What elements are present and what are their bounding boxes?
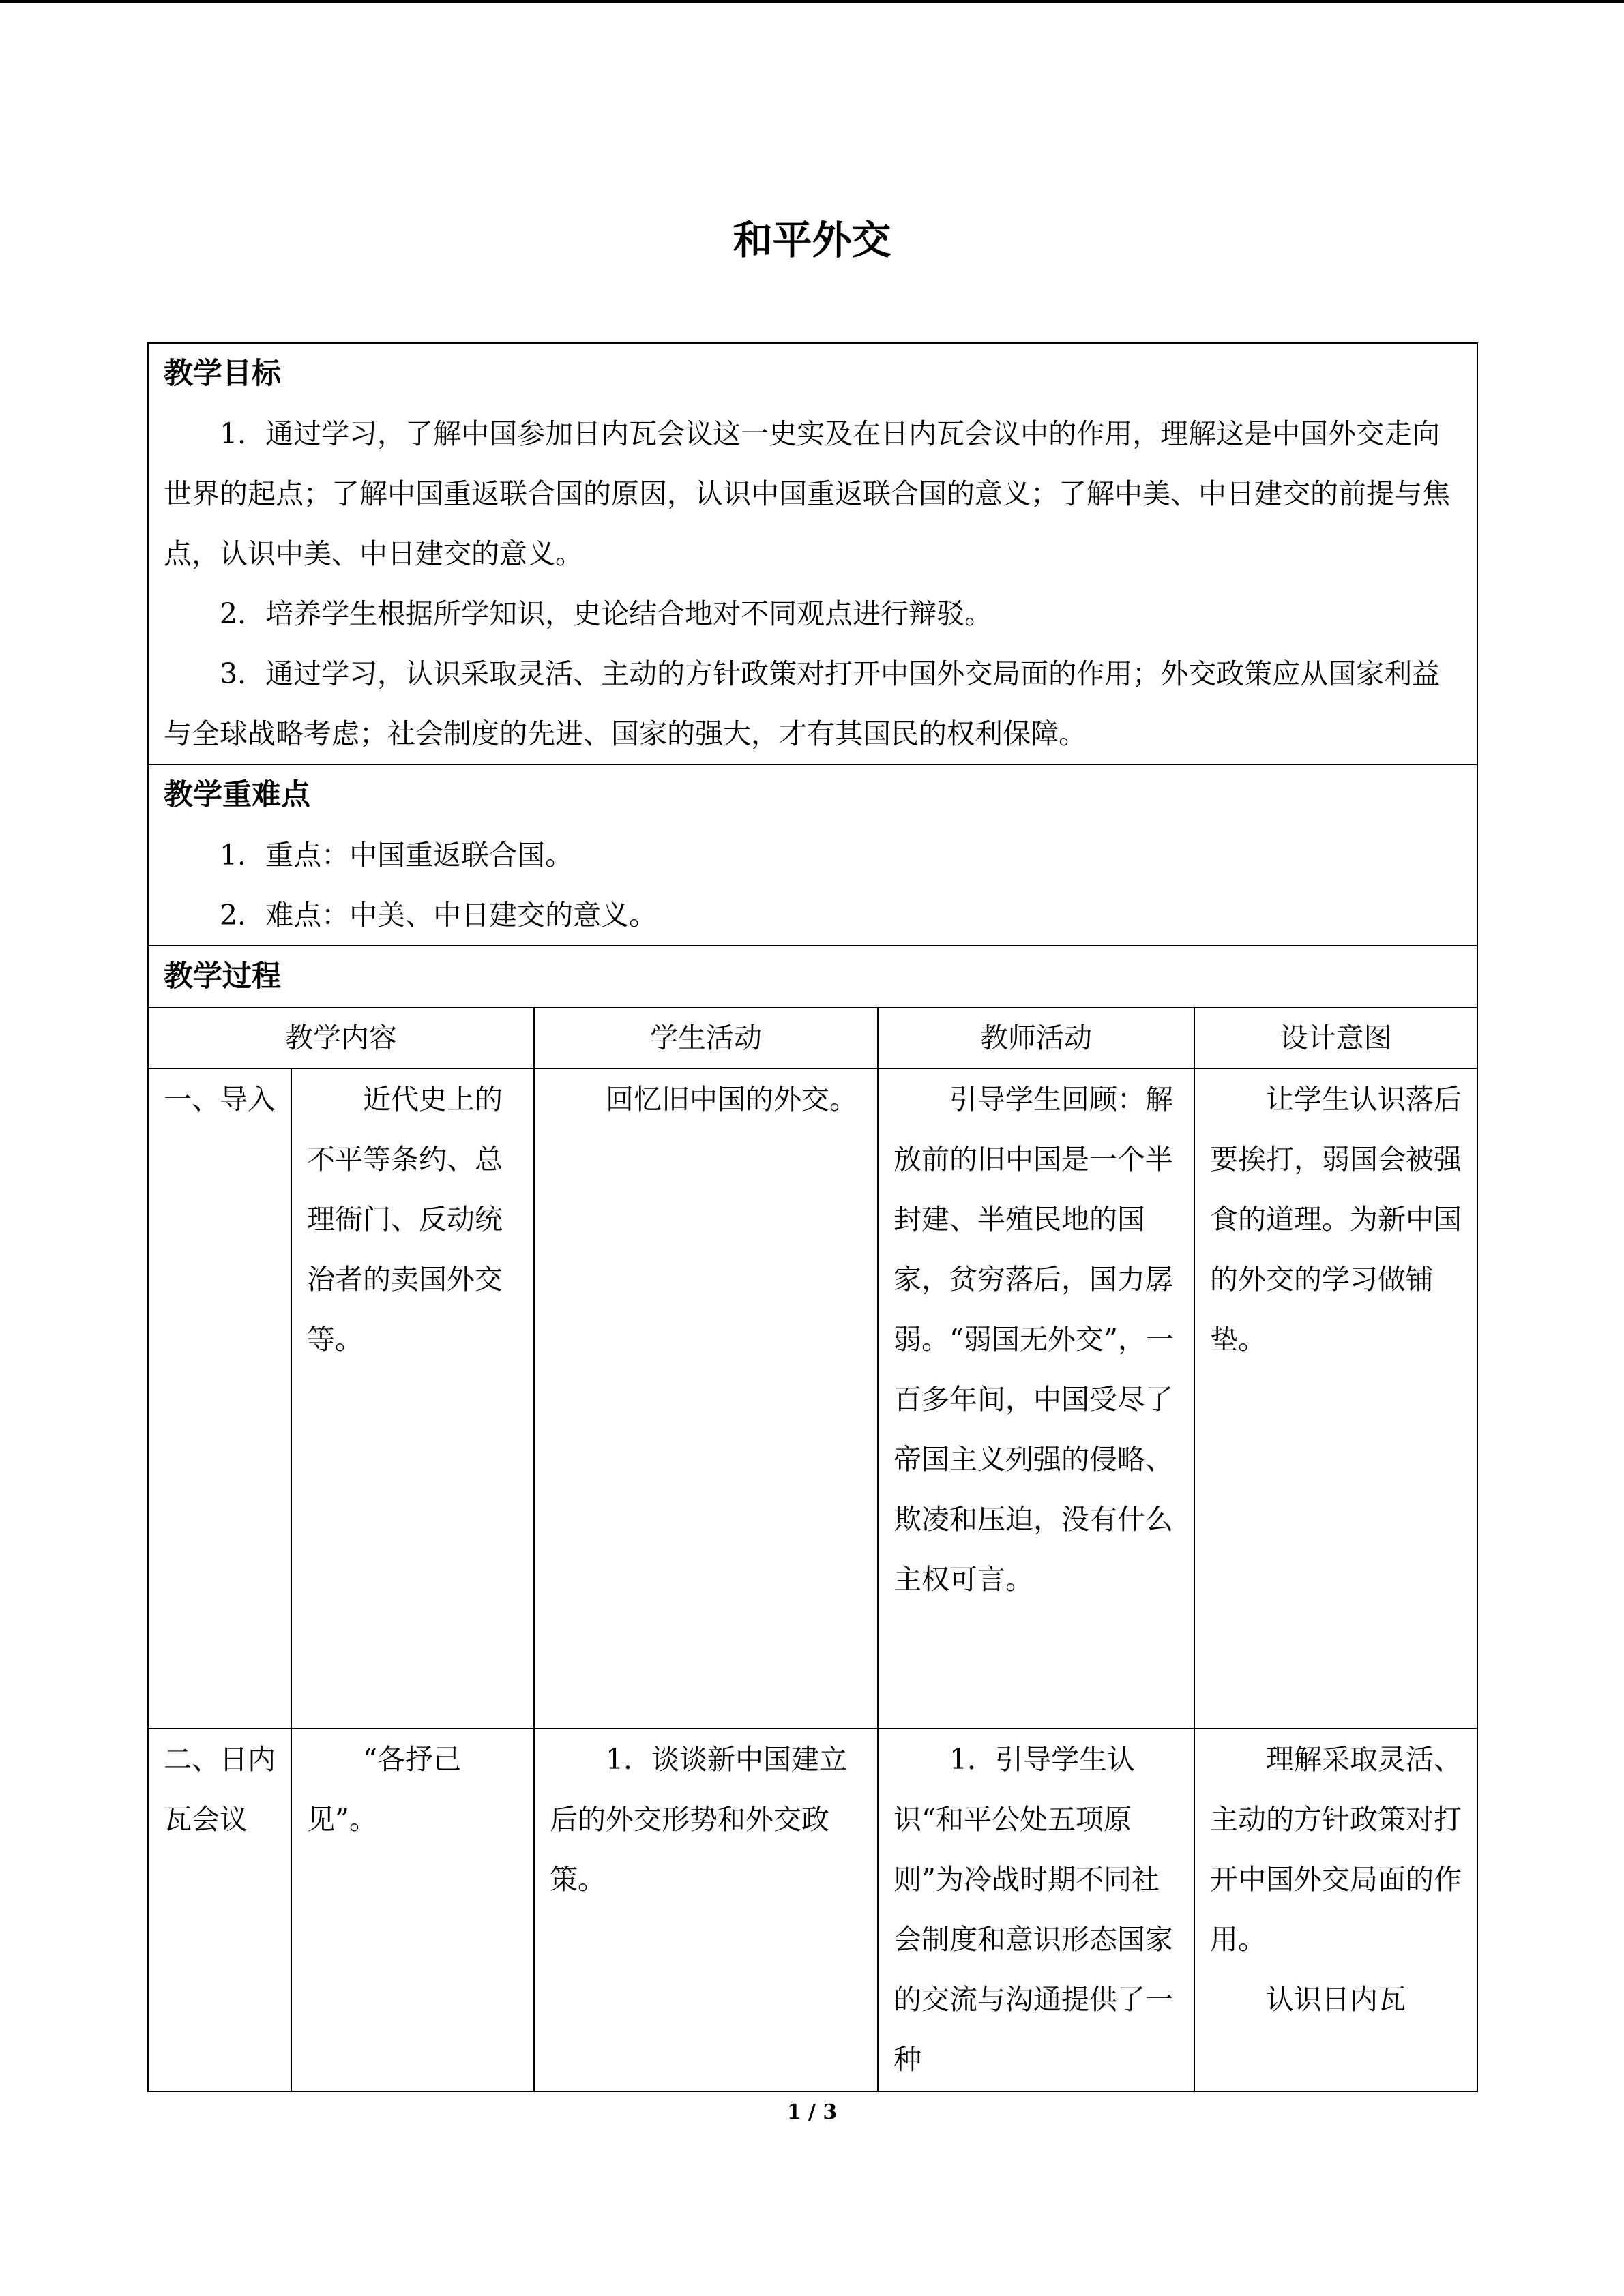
intent-cell [1194, 1069, 1477, 1729]
key-points-heading: 教学重难点 [164, 778, 310, 812]
content-cell [291, 1729, 534, 2091]
section-cell [148, 1729, 291, 2091]
student-cell [534, 1069, 878, 1729]
student-activity-text: 1．谈谈新中国建立后的外交形势和外交政策。 [550, 1743, 848, 1896]
teacher-cell [878, 1069, 1194, 1729]
content-cell [291, 1069, 534, 1729]
column-header-teacher: 教师活动 [878, 1007, 1194, 1069]
content-text: 近代史上的不平等条约、总理衙门、反动统治者的卖国外交等。 [307, 1083, 503, 1356]
student-cell [534, 1729, 878, 2091]
objective-item-3: 3．通过学习，认识采取灵活、主动的方针政策对打开中国外交局面的作用；外交政策应从国家利益与全球战略考虑；社会制度的先进、国家的强大，才有其国民的权利保障。 [164, 657, 1441, 750]
teacher-activity-text: 引导学生回顾：解放前的旧中国是一个半封建、半殖民地的国家，贫穷落后，国力孱弱。“弱国无外交”，一百多年间，中国受尽了帝国主义列强的侵略、欺凌和压迫，没有什么主权可言。 [894, 1083, 1174, 1596]
student-activity-text: 回忆旧中国的外交。 [606, 1083, 857, 1116]
objective-item-1: 1．通过学习，了解中国参加日内瓦会议这一史实及在日内瓦会议中的作用，理解这是中国外交走向世界的起点；了解中国重返联合国的原因，认识中国重返联合国的意义；了解中美、中日建交的前提与焦点，认识中美、中日建交的意义。 [164, 417, 1450, 570]
section-label: 一、导入 [164, 1083, 276, 1116]
table-row [148, 1729, 1477, 2091]
key-point-item-2: 2．难点：中美、中日建交的意义。 [220, 899, 658, 931]
column-header-student: 学生活动 [534, 1007, 878, 1069]
top-border-line [0, 0, 1624, 3]
column-header-row [148, 1007, 1477, 1069]
key-points-section [148, 764, 1477, 946]
design-intent-text: 理解采取灵活、主动的方针政策对打开中国外交局面的作用。 [1210, 1743, 1462, 1956]
process-section [148, 946, 1477, 1007]
section-label: 二、日内瓦会议 [164, 1743, 276, 1836]
teacher-cell [878, 1729, 1194, 2091]
objectives-section [148, 343, 1477, 764]
design-intent-text: 认识日内瓦 [1266, 1983, 1406, 2016]
lesson-plan-table [147, 342, 1478, 2092]
page-number: 1 / 3 [786, 2100, 838, 2124]
design-intent-text: 让学生认识落后要挨打，弱国会被强食的道理。为新中国的外交的学习做铺垫。 [1210, 1083, 1462, 1356]
column-header-intent: 设计意图 [1194, 1007, 1477, 1069]
intent-cell [1194, 1729, 1477, 2091]
section-cell [148, 1069, 291, 1729]
objective-item-2: 2．培养学生根据所学知识，史论结合地对不同观点进行辩驳。 [220, 597, 993, 630]
teacher-activity-text: 1．引导学生认识“和平公处五项原则”为冷战时期不同社会制度和意识形态国家的交流与沟通提供了一种 [894, 1743, 1173, 2076]
table-row [148, 1069, 1477, 1729]
key-point-item-1: 1．重点：中国重返联合国。 [220, 839, 574, 871]
process-heading: 教学过程 [164, 959, 281, 994]
objectives-heading: 教学目标 [164, 357, 281, 391]
content-text: “各抒己见”。 [307, 1743, 461, 1836]
page-title: 和平外交 [733, 217, 891, 263]
column-header-content: 教学内容 [148, 1007, 534, 1069]
